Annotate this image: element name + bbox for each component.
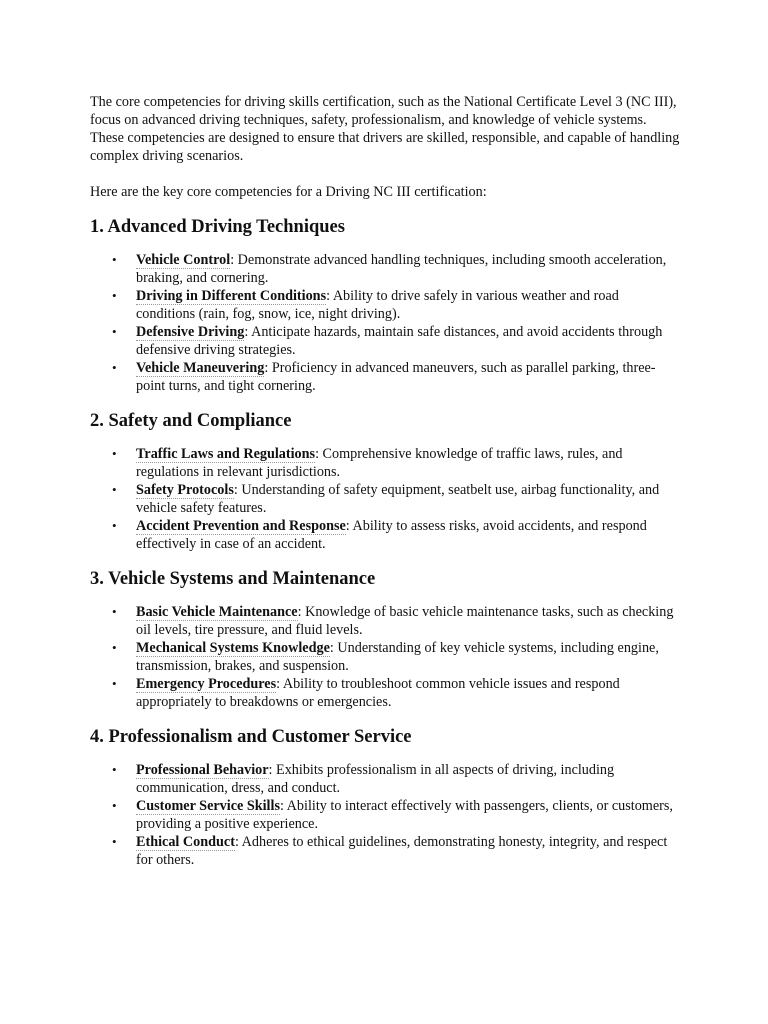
competency-term: Traffic Laws and Regulations [136,446,316,462]
list-item [90,359,680,395]
bullet-icon: • [112,640,117,655]
intro-paragraph: The core competencies for driving skills certification, such as the National Certificate Level 3 (NC III), focus on advanced driving techniques, safety, professionalism, and knowledge of vehicle systems. These competencies are designed to ensure that drivers are skilled, responsible, and capable of handling complex driving scenarios. [90,94,680,164]
section-heading: 3. Vehicle Systems and Maintenance [90,569,376,589]
competency-term: Mechanical Systems Knowledge [136,640,330,656]
lead-paragraph: Here are the key core competencies for a Driving NC III certification: [90,184,487,200]
bullet-icon: • [112,762,117,777]
competency-description: : Comprehensive knowledge of traffic laws, rules, and regulations in relevant jurisdictions. [136,446,623,480]
bullet-icon: • [112,482,117,497]
bullet-icon: • [112,604,117,619]
section-heading: 1. Advanced Driving Techniques [90,217,345,237]
competency-term: Customer Service Skills [136,798,280,814]
competency-list [90,251,680,395]
list-item [90,639,680,675]
competency-term: Emergency Procedures [136,676,277,692]
list-item [90,603,680,639]
competency-description: : Ability to drive safely in various weather and road conditions (rain, fog, snow, ice, night driving). [136,288,619,322]
list-item [90,323,680,359]
competency-description: : Anticipate hazards, maintain safe distances, and avoid accidents through defensive driving strategies. [136,324,663,358]
bullet-icon: • [112,360,117,375]
competency-list [90,603,680,711]
bullet-icon: • [112,834,117,849]
list-item [90,517,680,553]
list-item [90,481,680,517]
list-item [90,833,680,869]
competency-list [90,445,680,553]
competency-description: : Exhibits professionalism in all aspects of driving, including communication, dress, and conduct. [136,762,615,796]
section-heading: 2. Safety and Compliance [90,411,292,431]
list-item [90,445,680,481]
competency-term: Safety Protocols [136,482,234,498]
section-heading: 4. Professionalism and Customer Service [90,727,412,747]
list-item [90,287,680,323]
list-item [90,797,680,833]
competency-term: Vehicle Control [136,252,231,268]
bullet-icon: • [112,518,117,533]
competency-term: Professional Behavior [136,762,269,778]
competency-description: : Understanding of safety equipment, seatbelt use, airbag functionality, and vehicle safety features. [136,482,660,516]
bullet-icon: • [112,798,117,813]
bullet-icon: • [112,446,117,461]
competency-term: Driving in Different Conditions [136,288,327,304]
competency-term: Vehicle Maneuvering [136,360,265,376]
bullet-icon: • [112,252,117,267]
bullet-icon: • [112,324,117,339]
competency-term: Basic Vehicle Maintenance [136,604,298,620]
competency-description: : Proficiency in advanced maneuvers, such as parallel parking, three-point turns, and tight cornering. [136,360,656,394]
competency-term: Ethical Conduct [136,834,235,850]
competency-term: Defensive Driving [136,324,245,340]
competency-description: : Ability to interact effectively with passengers, clients, or customers, providing a positive experience. [136,798,673,832]
document-body [90,93,680,883]
competency-description: : Knowledge of basic vehicle maintenance tasks, such as checking oil levels, tire pressure, and fluid levels. [136,604,674,638]
competency-description: : Demonstrate advanced handling techniques, including smooth acceleration, braking, and cornering. [136,252,667,286]
competency-description: : Ability to assess risks, avoid accidents, and respond effectively in case of an accident. [136,518,647,552]
list-item [90,251,680,287]
competency-description: : Ability to troubleshoot common vehicle issues and respond appropriately to breakdowns or emergencies. [136,676,620,710]
list-item [90,761,680,797]
bullet-icon: • [112,676,117,691]
competency-description: : Adheres to ethical guidelines, demonstrating honesty, integrity, and respect for others. [136,834,668,868]
competency-description: : Understanding of key vehicle systems, including engine, transmission, brakes, and suspension. [136,640,659,674]
bullet-icon: • [112,288,117,303]
list-item [90,675,680,711]
sections-container [90,215,680,869]
competency-term: Accident Prevention and Response [136,518,346,534]
competency-list [90,761,680,869]
